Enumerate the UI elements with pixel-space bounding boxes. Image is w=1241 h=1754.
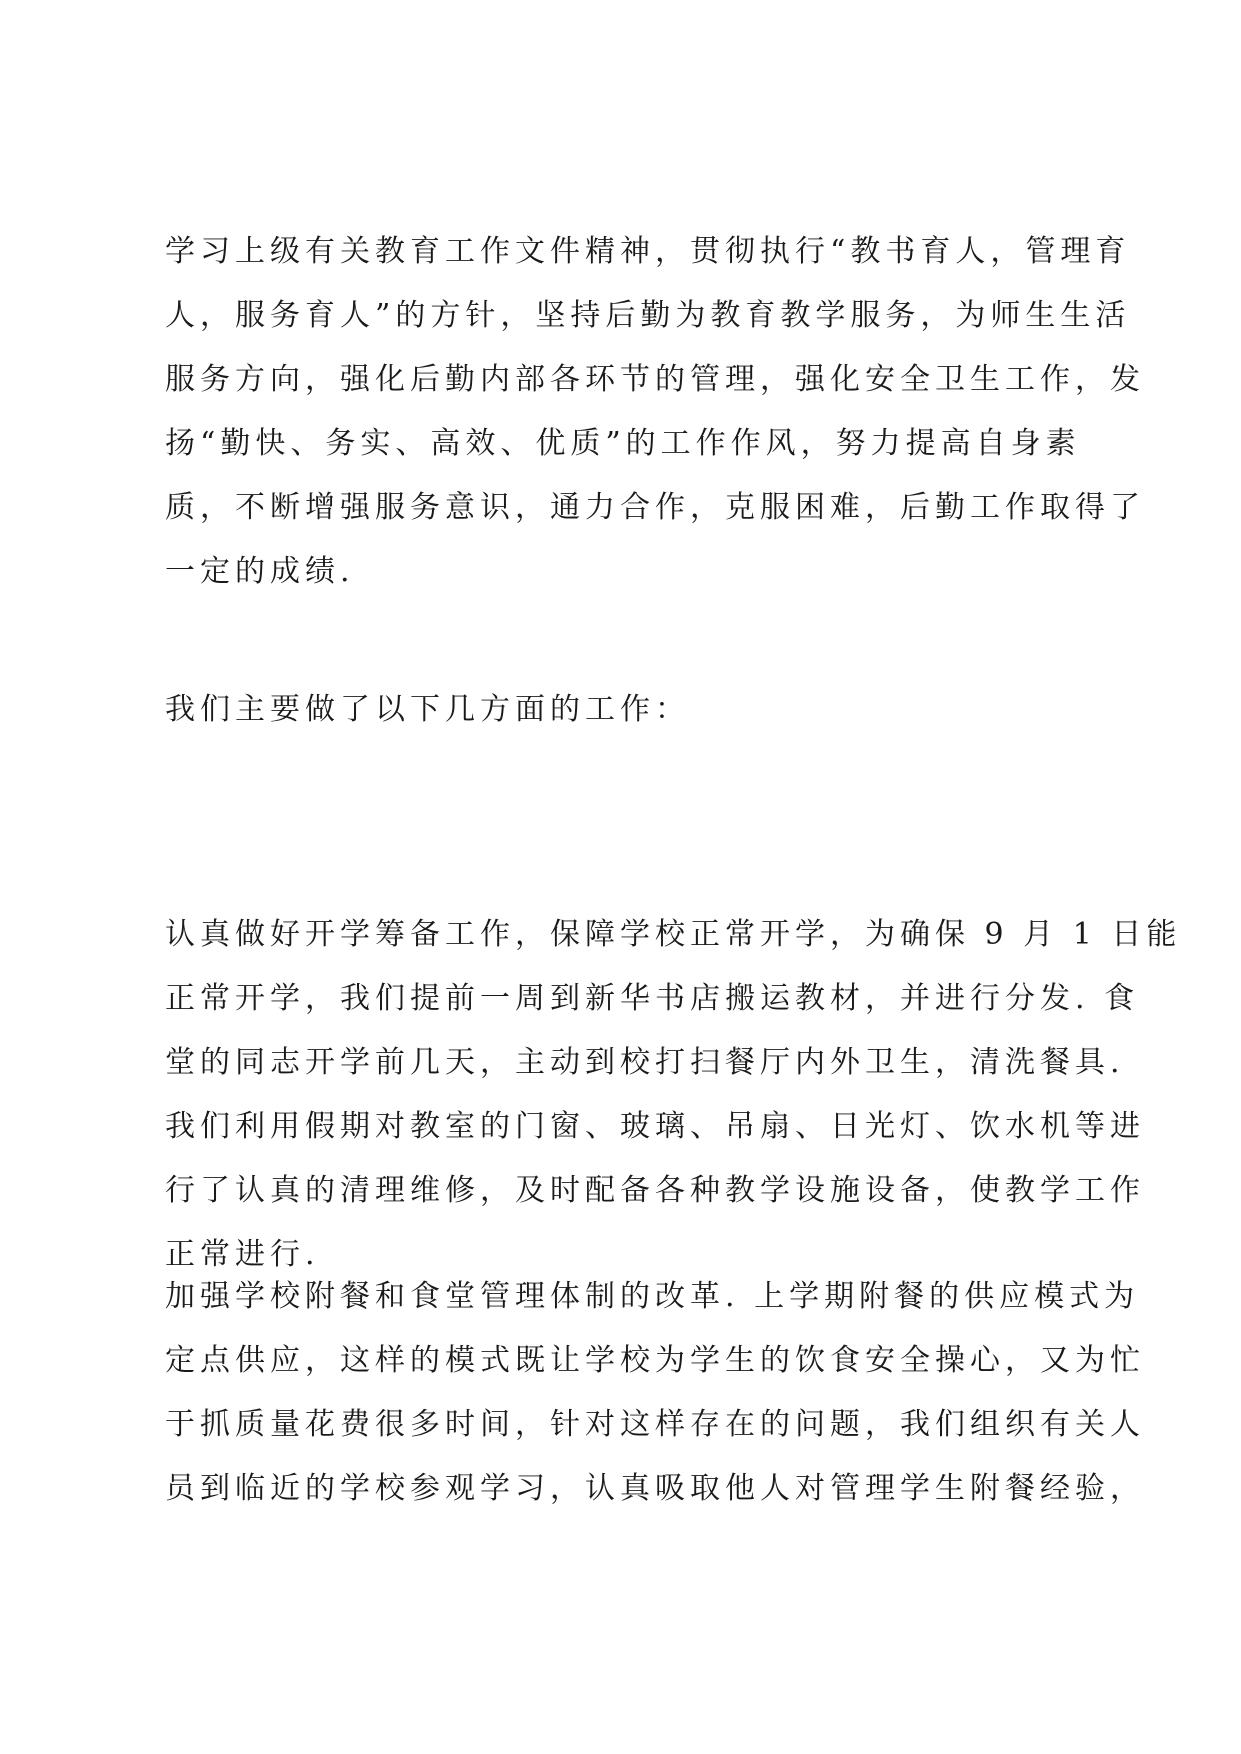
text-line: 学习上级有关教育工作文件精神，贯彻执行“教书育人，管理育 bbox=[165, 234, 1131, 269]
text-line: 员到临近的学校参观学习，认真吸取他人对管理学生附餐经验， bbox=[165, 1471, 1145, 1506]
text-line: 正常进行. bbox=[165, 1237, 320, 1272]
text-line: 正常开学，我们提前一周到新华书店搬运教材，并进行分发. 食 bbox=[165, 981, 1140, 1016]
text-line: 服务方向，强化后勤内部各环节的管理，强化安全卫生工作，发 bbox=[165, 362, 1145, 397]
text-line: 一定的成绩. bbox=[165, 554, 355, 589]
text-line: 于抓质量花费很多时间，针对这样存在的问题，我们组织有关人 bbox=[165, 1407, 1145, 1442]
paragraph-guiding-principles bbox=[165, 220, 1145, 604]
text-line: 扬“勤快、务实、高效、优质”的工作作风，努力提高自身素 bbox=[165, 426, 1081, 461]
text-line: 质，不断增强服务意识，通力合作，克服困难，后勤工作取得了 bbox=[165, 490, 1145, 525]
text-line: 定点供应，这样的模式既让学校为学生的饮食安全操心，又为忙 bbox=[165, 1343, 1145, 1378]
text-line: 我们主要做了以下几方面的工作： bbox=[165, 692, 690, 727]
text-line: 堂的同志开学前几天，主动到校打扫餐厅内外卫生，清洗餐具. bbox=[165, 1045, 1125, 1080]
paragraph-canteen-reform bbox=[165, 1265, 1145, 1521]
text-line: 行了认真的清理维修，及时配备各种教学设施设备，使教学工作 bbox=[165, 1173, 1145, 1208]
text-line: 人，服务育人”的方针，坚持后勤为教育教学服务，为师生生活 bbox=[165, 298, 1131, 333]
text-line: 我们利用假期对教室的门窗、玻璃、吊扇、日光灯、饮水机等进 bbox=[165, 1109, 1145, 1144]
paragraph-school-opening bbox=[165, 903, 1182, 1287]
text-line: 加强学校附餐和食堂管理体制的改革. 上学期附餐的供应模式为 bbox=[165, 1279, 1140, 1314]
text-line: 认真做好开学筹备工作，保障学校正常开学，为确保 9 月 1 日能 bbox=[165, 917, 1182, 952]
paragraph-work-intro bbox=[165, 678, 1095, 742]
